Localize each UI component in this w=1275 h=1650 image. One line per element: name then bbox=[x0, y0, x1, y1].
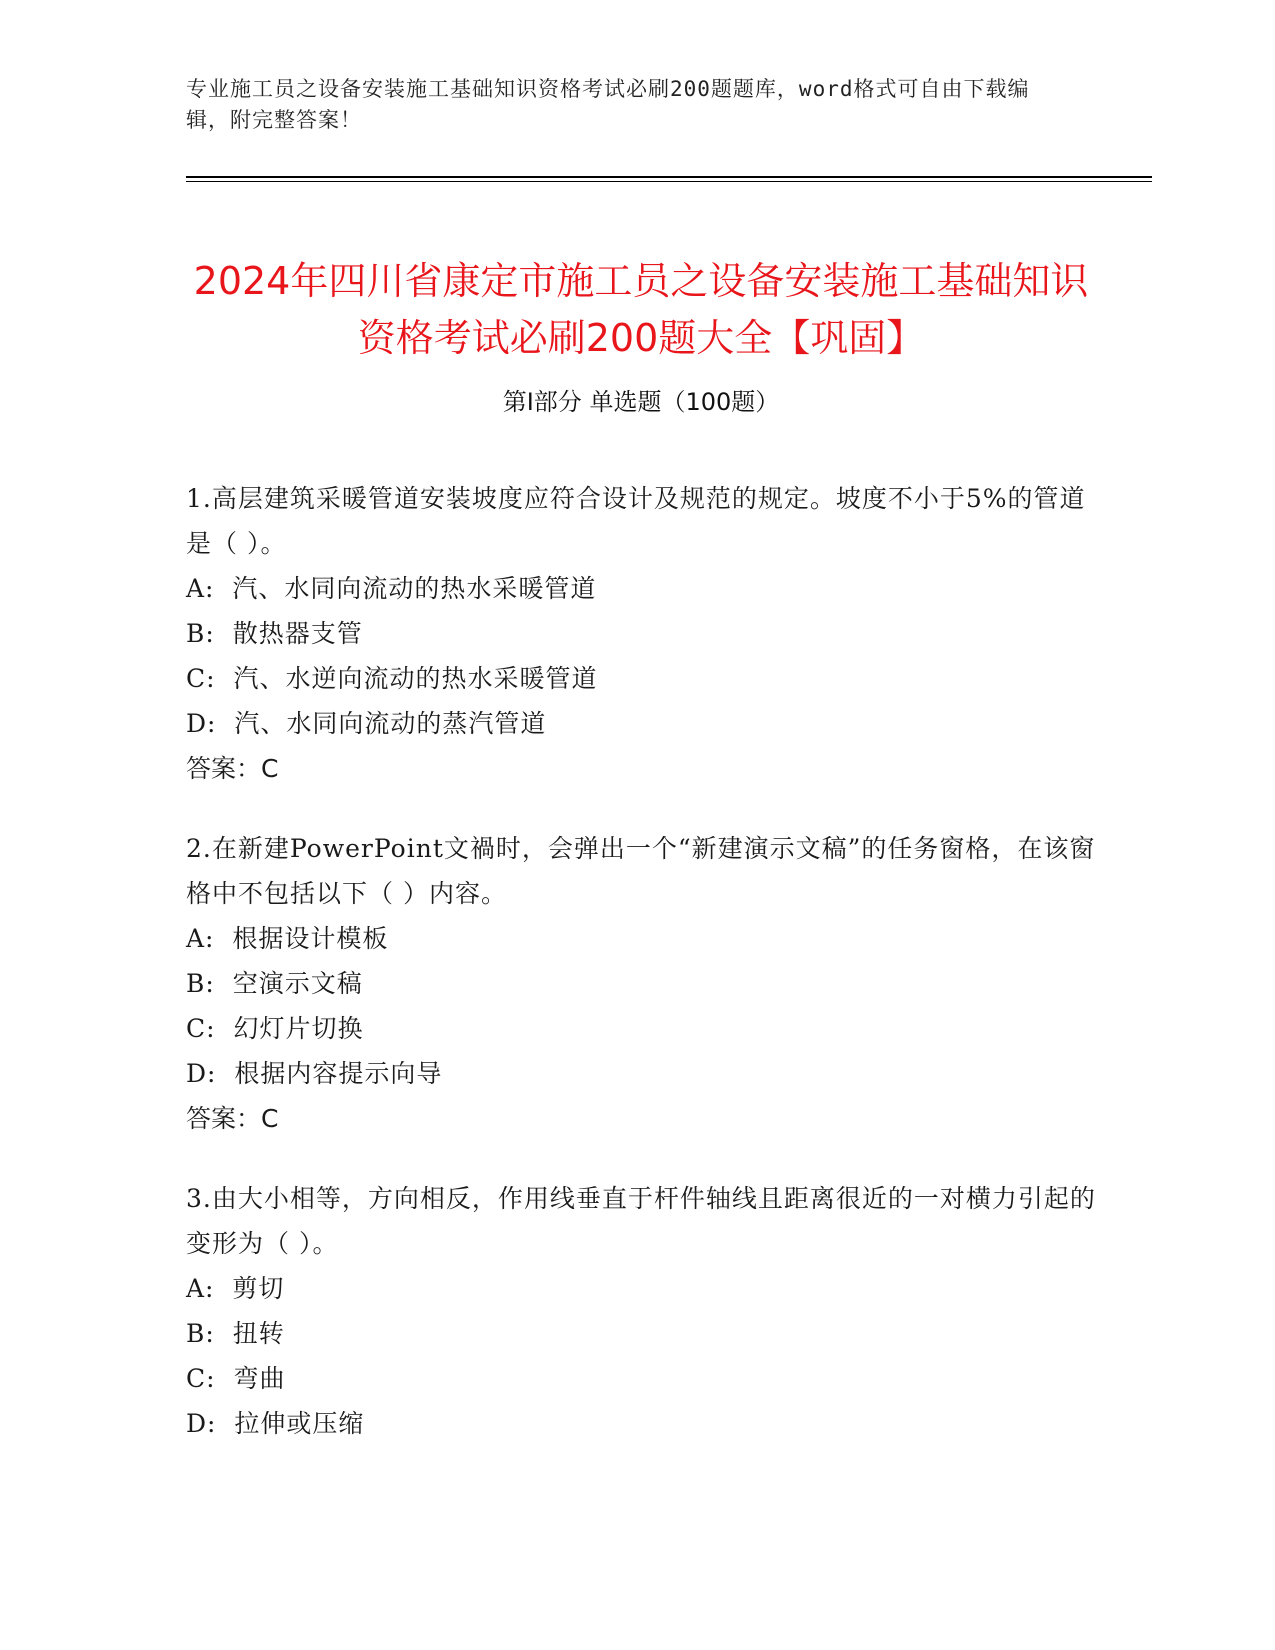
section-heading: 第Ⅰ部分 单选题（100题） bbox=[502, 388, 780, 416]
question-stem: 2.在新建PowerPoint文禍时，会弹出一个“新建演示文稿”的任务窗格，在该窗格中不包括以下（ ）内容。 bbox=[186, 834, 1096, 908]
document-title: 2024年四川省康定市施工员之设备安装施工基础知识资格考试必刷200题大全【巩固】 bbox=[193, 259, 1089, 361]
option-d: D: 拉伸或压缩 bbox=[186, 1409, 365, 1438]
question-stem: 3.由大小相等，方向相反，作用线垂直于杆件轴线且距离很近的一对横力引起的变形为（ ）。 bbox=[186, 1184, 1096, 1258]
question-2 bbox=[186, 826, 1096, 1141]
question-3 bbox=[186, 1176, 1096, 1446]
answer: 答案：C bbox=[186, 754, 279, 783]
option-d: D: 根据内容提示向导 bbox=[186, 1059, 443, 1088]
option-c: C: 幻灯片切换 bbox=[186, 1014, 364, 1043]
question-stem: 1.高层建筑采暖管道安装坡度应符合设计及规范的规定。坡度不小于5%的管道是（ ）。 bbox=[186, 484, 1086, 558]
option-d: D: 汽、水同向流动的蒸汽管道 bbox=[186, 709, 547, 738]
header-divider-thin bbox=[186, 181, 1152, 182]
option-b: B: 扭转 bbox=[186, 1319, 285, 1348]
option-c: C: 汽、水逆向流动的热水采暖管道 bbox=[186, 664, 598, 693]
option-b: B: 散热器支管 bbox=[186, 619, 363, 648]
header-divider-thick bbox=[186, 176, 1152, 178]
answer: 答案：C bbox=[186, 1104, 279, 1133]
question-list bbox=[186, 476, 1096, 1481]
option-c: C: 弯曲 bbox=[186, 1364, 286, 1393]
question-1 bbox=[186, 476, 1096, 791]
option-a: A: 汽、水同向流动的热水采暖管道 bbox=[186, 574, 597, 603]
option-a: A: 根据设计模板 bbox=[186, 924, 389, 953]
header-note: 专业施工员之设备安装施工基础知识资格考试必刷200题题库，word格式可自由下载编辑，附完整答案！ bbox=[186, 77, 1030, 132]
option-a: A: 剪切 bbox=[186, 1274, 285, 1303]
option-b: B: 空演示文稿 bbox=[186, 969, 363, 998]
